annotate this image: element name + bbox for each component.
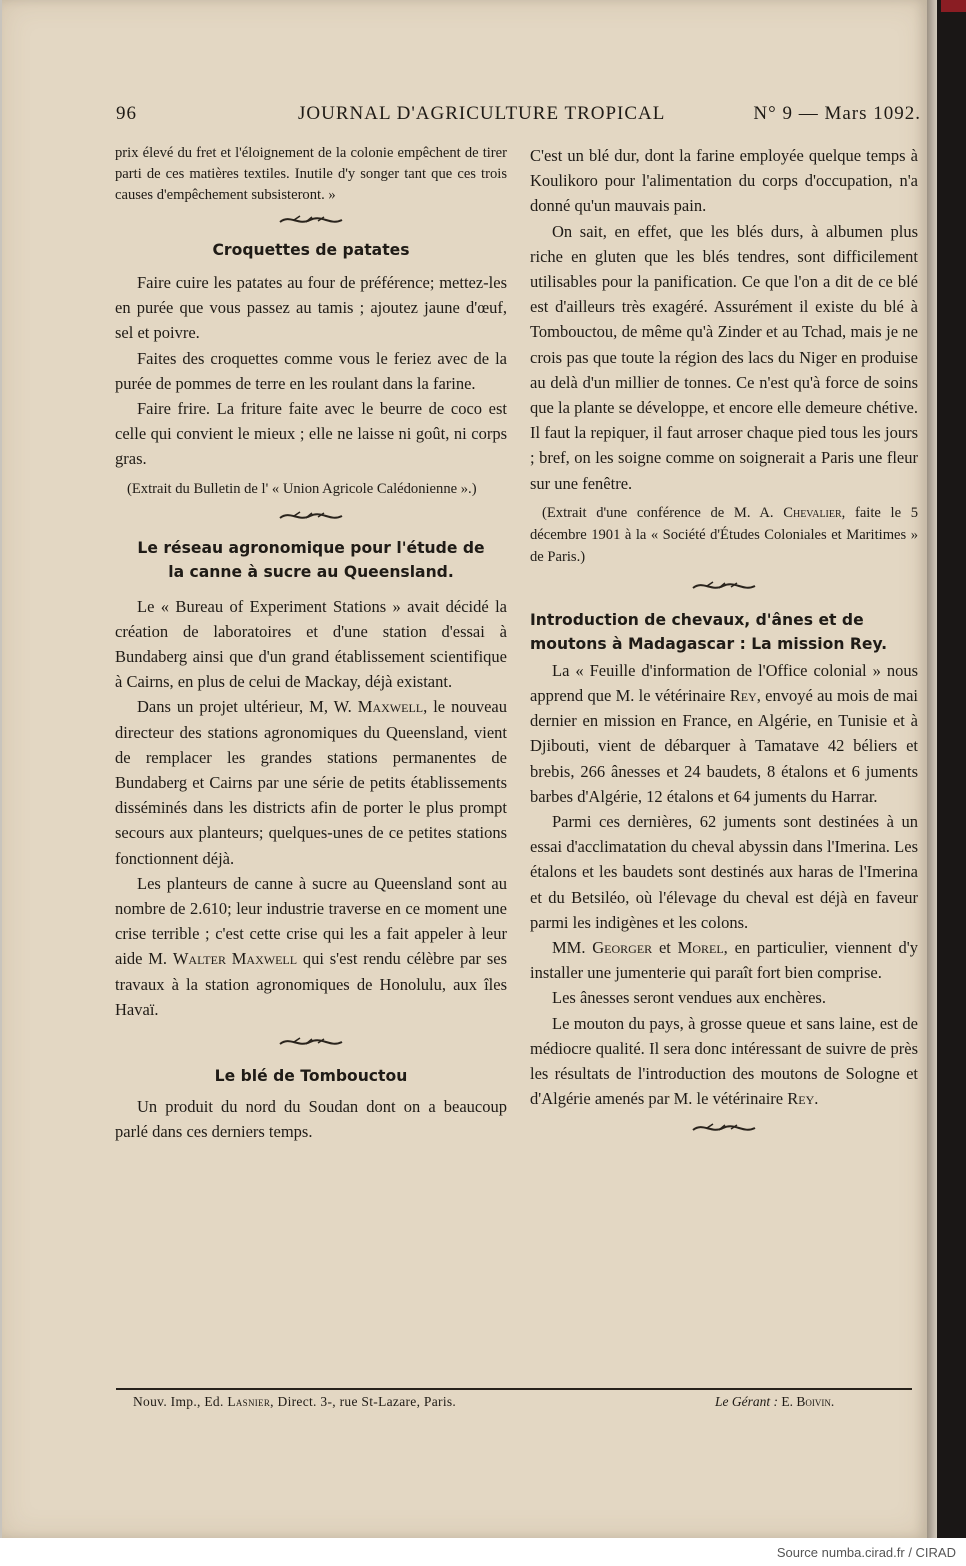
croquettes-source: (Extrait du Bulletin de l' « Union Agricole Calédonienne ».) [127,480,477,497]
person-name-morel: Morel [677,938,724,958]
chevaux-p5-end: . [814,1089,819,1109]
chevaux-p5-start: Le mouton du pays, à grosse queue et sans laine, est de médiocre qualité. Il sera donc intéressant de suivre de près les résultats de l'introduction des moutons de Sologne et d'Algérie amenés par M. le vétérinaire [530,1013,918,1109]
chevaux-p1-start: La « Feuille d'information de l'Office colonial » nous apprend que M. le vétérinaire [530,660,918,706]
chevaux-title-line-2: moutons à Madagascar : La mission Rey. [530,634,888,653]
reseau-title-line-1: Le réseau agronomique pour l'étude de [137,538,485,557]
croquettes-paragraph-3: Faire frire. La friture faite avec le beurre de coco est celle qui convient le mieux ; elle ne laisse ni goût, ni corps gras. [115,399,507,469]
reseau-p3-rest: qui s'est rendu célèbre par ses travaux à la station agronomiques de Honolulu, aux îles Havaï. [115,949,507,1019]
left-column [115,143,507,1144]
issue-number: N° 9 — Mars 1092. [753,103,921,124]
printer-name: Lasnier [227,1394,271,1409]
ble-cont-paragraph-2: On sait, en effet, que les blés durs, à albumen plus riche en gluten que les blés tendres, sont difficilement utilisables pour la panification. Ce que l'on a dit de ce blé est d'ailleurs très exagéré. Assurément il existe du blé à Tombouctou, de même qu'à Zinder et au Tchad, mais je ne crois pas que toute la région des lacs du Niger en produise au delà d'un millier de tonnes. Ce n'est qu'à force de soins que la plante se développe, et encore elle demeure chétive. Il faut la repiquer, il faut arroser chaque pied tous les jours ; bref, on les soigne comme on soignerait a Paris une fleur sur une fenêtre. [530,221,918,493]
chevaux-p1-rest: , envoyé au mois de mai dernier en mission en France, en Algérie, en Tunisie et à Djibouti, vient de débarquer à Tamatave 42 béliers et brebis, 266 ânesses et 24 baudets, 8 étalons et 6 juments barbes d'Algérie, 12 étalons et 64 juments du Harrar. [530,686,918,806]
gerant-signature [715,1394,834,1410]
section-ornament [689,1120,759,1136]
reseau-title-line-2: la canne à sucre au Queensland. [168,562,454,581]
chevaux-paragraph-5 [530,1011,918,1112]
chevaux-paragraph-2: Parmi ces dernières, 62 juments sont destinées à un essai d'acclimatation du cheval abyssin dans l'Imerina. Les étalons et les baudets sont destinés aux haras de l'Imerina et du Betsiléo, où l'élevage du cheval est déjà en faveur parmi les indigènes et les colons. [530,812,918,932]
reseau-paragraph-1: Le « Bureau of Experiment Stations » avait décidé la création de laboratoires et d'une station d'essai à Bundaberg ainsi que d'un grand établissement scientifique à Cairns, en plus de celui de Mackay, déjà existant. [115,596,507,692]
printer-address: , Direct. 3-, rue St-Lazare, Paris. [270,1394,457,1409]
person-name-chevalier: Chevalier [783,504,842,521]
section-ornament [276,212,346,228]
reseau-p2-start: Dans un projet ultérieur, M, W. [137,697,352,717]
croquettes-paragraph-1: Faire cuire les patates au four de préférence; mettez-les en purée que vous passez au tamis ; ajoutez jaune d'œuf, sel et poivre. [115,273,507,343]
ble-cont-paragraph-1: C'est un blé dur, dont la farine employée quelque temps à Koulikoro pour l'alimentation du corps d'occupation, n'a donné qu'un mauvais pain. [530,146,918,216]
ble-source-rest: , faite le 5 décembre 1901 à la « Société d'Études Coloniales et Maritimes » de Paris.) [530,504,919,565]
reseau-paragraph-2 [115,694,507,870]
reseau-paragraph-3 [115,871,507,1022]
person-name-walter-maxwell: Walter Maxwell [172,949,298,969]
chevaux-paragraph-1 [530,658,918,809]
section-ornament [276,508,346,524]
section-ornament [689,578,759,594]
journal-title: JOURNAL D'AGRICULTURE TROPICAL [298,103,666,124]
page-number: 96 [116,103,137,124]
intro-paragraph: prix élevé du fret et l'éloignement de la colonie empêchent de tirer parti de ces matières textiles. Inutile d'y songer tant que ces trois causes d'empêchement subsisteront. » [115,145,507,203]
chevaux-p3-start: MM. [552,938,586,958]
ble-source-start: (Extrait d'une conférence de M. A. [542,504,774,521]
printer-start: Nouv. Imp., Ed. [133,1394,224,1409]
chevaux-paragraph-3 [530,935,918,985]
right-column [530,143,918,1136]
croquettes-title: Croquettes de patates [212,241,410,259]
binding-ribbon [941,0,966,12]
ble-source [530,502,918,568]
footer-rule [116,1388,912,1390]
chevaux-title [530,608,918,656]
person-name-rey-2: Rey [787,1089,815,1109]
gerant-label: Le Gérant : [715,1394,778,1409]
reseau-p2-rest: , le nouveau directeur des stations agronomiques du Queensland, vient de remplacer les grandes stations permanentes de Bundaberg et Cairns par une série de petits établissements disséminés dans les districts afin de porter le plus prompt secours aux planteurs; quelques-unes de ce petites stations fonctionnent déjà. [115,697,508,868]
chevaux-title-line-1: Introduction de chevaux, d'ânes et de [530,610,864,629]
reseau-title [115,536,507,584]
person-name-rey: Rey [729,686,757,706]
chevaux-p3-rest: , en particulier, viennent d'y installer une jumenterie qui paraît fort bien comprise. [530,938,919,983]
running-header [116,103,921,131]
ble-paragraph-1: Un produit du nord du Soudan dont on a beaucoup parlé dans ces derniers temps. [115,1097,507,1142]
source-credit: Source numba.cirad.fr / CIRAD [776,1545,956,1560]
section-ornament [276,1034,346,1050]
book-binding [937,0,966,1538]
reseau-p3-start: Les planteurs de canne à sucre au Queensland sont au nombre de 2.610; leur industrie traverse en ce moment une crise terrible ; c'est cette crise qui les a fait appeler à leur aide M. [115,873,507,969]
chevaux-paragraph-4: Les ânesses seront vendues aux enchères. [552,988,826,1008]
page-edge [927,0,937,1538]
chevaux-p3-conjunction: et [658,938,671,958]
croquettes-paragraph-2: Faites des croquettes comme vous le feriez avec de la purée de pommes de terre en les roulant dans la farine. [115,348,507,393]
ble-title: Le blé de Tombouctou [214,1067,408,1086]
gerant-name: E. Boivin. [781,1394,835,1409]
person-name-georger: Georger [592,938,653,958]
printer-imprint [133,1394,456,1410]
person-name-maxwell: Maxwell [357,697,424,717]
